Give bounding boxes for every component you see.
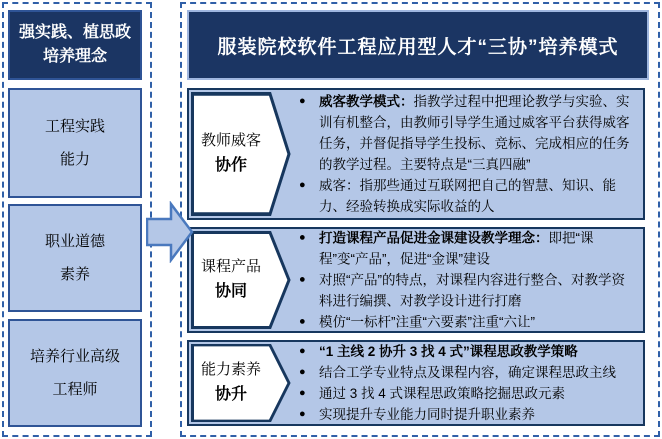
row-label-line2: 协升 [214,385,247,403]
goal-header [8,10,142,80]
goal-item-line1: 职业道德 [44,232,105,250]
bullet-item [299,312,638,333]
bullet-item [299,270,638,312]
bullet-item [299,228,638,270]
bullet-item [299,341,638,362]
model-row-course-product [187,227,645,333]
row-label-line1: 课程产品 [200,258,261,276]
bullet-bold: 威客教学模式： [319,94,414,109]
bullet-icon: ● [299,387,306,399]
bullet-bold: “1 主线 2 协升 3 找 4 式”课程思政教学策略 [319,344,578,359]
goal-item-line2: 素养 [59,266,90,283]
bullet-text: 模仿“一标杆”注重“六要素”注重“六让” [319,314,535,330]
goal-item-line2: 能力 [59,151,90,168]
bullet-text: 对照“产品”的特点，对课程内容进行整合、对教学资料进行编撰、对教学设计进行打磨 [319,272,625,309]
bullet-bold: 打造课程产品促进金课建设教学理念： [319,230,549,246]
goal-item-senior-engineer [8,319,142,427]
row-label-line1: 教师威客 [200,132,261,150]
row-label-line1: 能力素养 [200,361,261,379]
goal-item-professional-ethics [8,204,142,312]
left-goal-panel [2,2,152,437]
bullet-icon: ● [299,273,306,286]
bullet-icon: ● [299,315,306,328]
bullet-icon: ● [299,179,306,191]
goal-header-line1: 强实践、植思政 [18,24,131,42]
bullet-icon: ● [299,95,306,107]
row-label-line2: 协同 [214,282,247,300]
bullet-text: 实现提升专业能力同时提升职业素养 [319,407,535,422]
bullet-item [299,362,638,383]
row-label-pentagon [191,92,291,216]
goal-item-line1: 培养行业高级 [29,347,120,365]
bullet-item [299,383,638,404]
bullet-icon: ● [299,231,306,244]
row-label-pentagon [191,231,291,329]
bullet-list [299,341,638,425]
bullet-text: 指教学过程中把理论教学与实验、实训有机整合，由教师引导学生通过威客平台获得威客任务，并督促指导学生投标、竞标、完成相应的任务的教学过程。主要特点是“三真四融” [319,94,630,172]
model-title-text: 服装院校软件工程应用型人才“三协”培养模式 [217,36,619,58]
bullet-item [299,175,638,217]
bullet-text: 结合工学专业特点及课程内容，确定课程思政主线 [319,365,616,380]
bullet-text: 通过 3 找 4 式课程思政策略挖掘思政元素 [319,386,566,401]
model-title [187,10,649,80]
bullet-icon: ● [299,345,306,357]
bullet-list [299,228,638,333]
model-panel [180,2,660,437]
model-row-teacher-witkey [187,88,645,220]
bullet-icon: ● [299,408,306,420]
model-row-ability-quality [187,340,645,426]
goal-item-line1: 工程实践 [44,117,105,135]
bullet-list [299,91,638,217]
bullet-item [299,404,638,425]
bullet-item [299,91,638,175]
bullet-icon: ● [299,366,306,378]
goal-item-engineering-practice [8,88,142,198]
right-block-arrow-icon [146,201,194,263]
row-label-pentagon [191,344,291,422]
bullet-text: 即把“课程”变“产品”，促进“金课”建设 [319,230,594,267]
goal-item-line2: 工程师 [52,381,98,398]
row-label-line2: 协作 [214,156,247,174]
goal-header-line2: 培养理念 [42,47,107,65]
bullet-text: 威客：指那些通过互联网把自己的智慧、知识、能力、经验转换成实际收益的人 [319,178,616,214]
